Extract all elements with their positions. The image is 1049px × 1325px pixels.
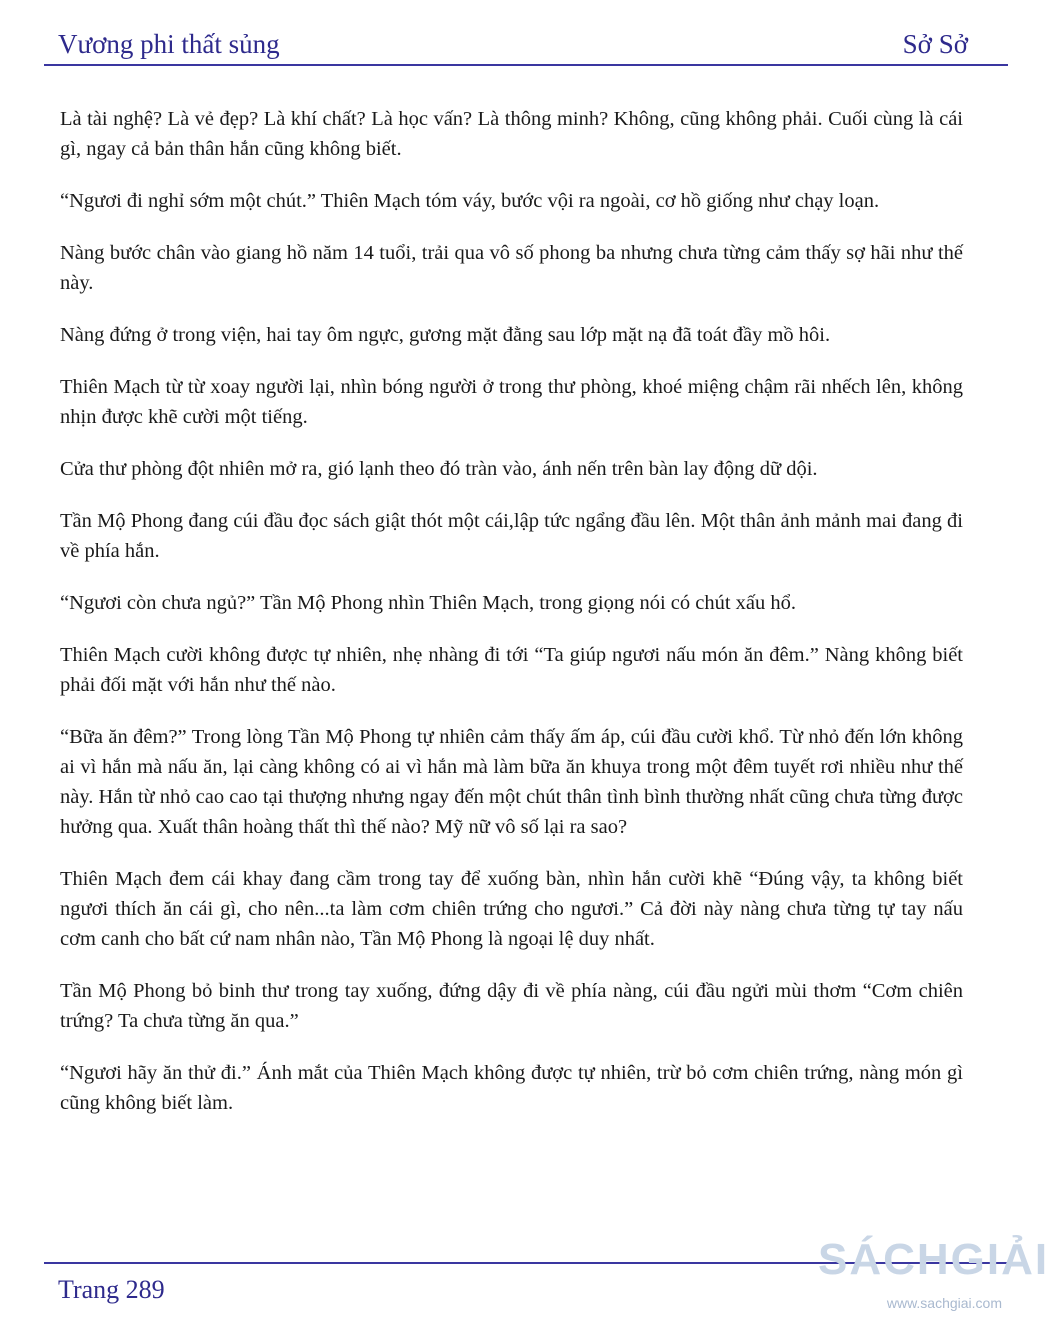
- paragraph: Tần Mộ Phong bỏ binh thư trong tay xuống, đứng dậy đi về phía nàng, cúi đầu ngửi mùi thơm “Cơm chiên trứng? Ta chưa từng ăn qua.”: [60, 980, 963, 1032]
- watermark-logo-text: SÁCHGIẢI: [818, 1235, 1049, 1284]
- page-header: [58, 26, 968, 62]
- author-name: Sở Sở: [902, 29, 968, 59]
- paragraph: Là tài nghệ? Là vẻ đẹp? Là khí chất? Là học vấn? Là thông minh? Không, cũng không phải. Cuối cùng là cái gì, ngay cả bản thân hắn cũng không biết.: [60, 108, 963, 160]
- paragraph: Nàng đứng ở trong viện, hai tay ôm ngực, gương mặt đằng sau lớp mặt nạ đã toát đầy mồ hôi.: [60, 324, 831, 346]
- paragraph: Cửa thư phòng đột nhiên mở ra, gió lạnh theo đó tràn vào, ánh nến trên bàn lay động dữ dội.: [60, 458, 818, 480]
- paragraph: Thiên Mạch từ từ xoay người lại, nhìn bóng người ở trong thư phòng, khoé miệng chậm rãi nhếch lên, không nhịn được khẽ cười một tiếng.: [60, 376, 963, 428]
- paragraph: Thiên Mạch cười không được tự nhiên, nhẹ nhàng đi tới “Ta giúp ngươi nấu món ăn đêm.” Nàng không biết phải đối mặt với hắn như thế nào.: [60, 644, 963, 696]
- book-title: Vương phi thất sủng: [58, 29, 280, 59]
- watermark-logo: [818, 1232, 1049, 1322]
- page-number: Trang 289: [58, 1275, 165, 1304]
- paragraph: Tần Mộ Phong đang cúi đầu đọc sách giật thót một cái,lập tức ngẩng đầu lên. Một thân ảnh mảnh mai đang đi về phía hắn.: [60, 510, 963, 562]
- paragraph: “Bữa ăn đêm?” Trong lòng Tần Mộ Phong tự nhiên cảm thấy ấm áp, cúi đầu cười khổ. Từ nhỏ đến lớn không ai vì hắn mà nấu ăn, lại càng không có ai vì hắn mà làm bữa ăn khuya trong một đêm tuyết rơi nhiều như thế này. Hắn từ nhỏ cao cao tại thượng nhưng ngay đến một chút thân tình bình thường nhất cũng chưa từng được hưởng qua. Xuất thân hoàng thất thì thế nào? Mỹ nữ vô số lại ra sao?: [60, 726, 963, 838]
- paragraph: “Ngươi đi nghỉ sớm một chút.” Thiên Mạch tóm váy, bước vội ra ngoài, cơ hồ giống như chạy loạn.: [60, 190, 880, 212]
- page-body: [60, 104, 963, 1140]
- header-divider: [44, 64, 1008, 66]
- paragraph: “Ngươi còn chưa ngủ?” Tần Mộ Phong nhìn Thiên Mạch, trong giọng nói có chút xấu hổ.: [60, 592, 797, 614]
- paragraph: Nàng bước chân vào giang hồ năm 14 tuổi, trải qua vô số phong ba nhưng chưa từng cảm thấy sợ hãi như thế này.: [60, 242, 963, 294]
- paragraph: “Ngươi hãy ăn thử đi.” Ánh mắt của Thiên Mạch không được tự nhiên, trừ bỏ cơm chiên trứng, nàng món gì cũng không biết làm.: [60, 1062, 963, 1114]
- paragraph: Thiên Mạch đem cái khay đang cầm trong tay để xuống bàn, nhìn hắn cười khẽ “Đúng vậy, ta không biết ngươi thích ăn cái gì, cho nên...ta làm cơm chiên trứng cho ngươi.” Cả đời này nàng chưa từng tự tay nấu cơm canh cho bất cứ nam nhân nào, Tần Mộ Phong là ngoại lệ duy nhất.: [60, 868, 963, 950]
- watermark-url: www.sachgiai.com: [886, 1295, 1002, 1311]
